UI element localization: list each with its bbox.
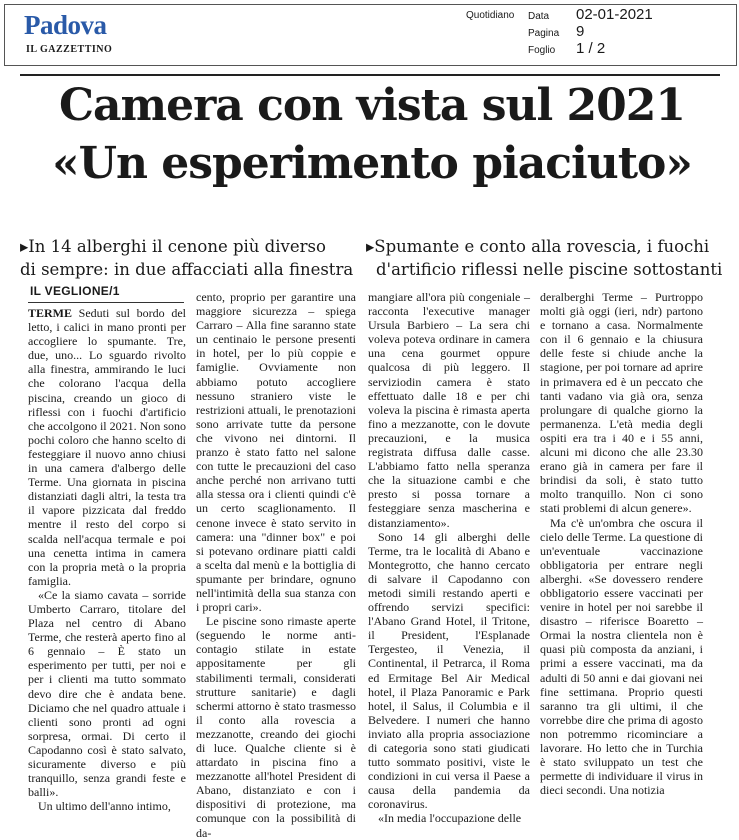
- meta-label-sheet: Foglio: [528, 45, 556, 56]
- subhead-right-1: ▸Spumante e conto alla rovescia, i fuochi: [366, 237, 710, 256]
- article-column-2: [196, 290, 356, 840]
- publication-subtitle: IL GAZZETTINO: [26, 44, 113, 55]
- kicker-rule: [28, 302, 184, 303]
- paragraph-1-text: Seduti sul bordo del letto, i calici in mano pronti per accogliere lo spumante. Tre, due, uno... Lo sguardo rivolto alla finestra, ammirando le luci che colorano l'acqua della piscina, creando un gioco di riflessi con i fuochi d'artificio che accolgono il 2021. Non sono pochi coloro che hanno scelto di festeggiare il nuovo anno chiusi in una camera d'albergo delle Terme. Una giornata in piscina distanziati dagli altri, la testa tra il vapore pizzicata dal freddo mentre il resto del corpo si scalda nell'acqua termale e poi una cenetta intima in camera con la propria metà o la propria famiglia.: [28, 306, 186, 588]
- paragraph-5: Le piscine sono rimaste aperte (seguendo le norme anti-contagio stilate in estate appositamente per gli stabilimenti termali, considerati strutture sanitarie) e dagli schermi attorno è stato trasmesso il conto alla rovescia a mezzanotte, creando dei giochi di luce. Qualche cliente si è attardato in piscina fino a mezzanotte all'hotel President di Abano, distanziato e con i dispositivi di protezione, ma comunque con la possibilità di da-: [196, 614, 356, 840]
- article-column-1: [28, 306, 186, 814]
- article-column-3: [368, 290, 530, 826]
- headline-line-2: «Un esperimento piaciuto»: [52, 138, 692, 189]
- section-kicker: IL VEGLIONE/1: [30, 284, 120, 298]
- headline-line-1: Camera con vista sul 2021: [59, 80, 685, 131]
- paragraph-8: «In media l'occupazione delle: [378, 811, 522, 826]
- paragraph-1: [28, 306, 186, 588]
- meta-label-date: Data: [528, 11, 550, 22]
- meta-value-page: 9: [576, 23, 585, 40]
- clipping-header: [0, 0, 739, 66]
- paragraph-2: «Ce la siamo cavata – sorride Umberto Carraro, titolare del Plaza nel centro di Abano Terme, che resterà aperto fino al 6 gennaio – È stato un esperimento per tutti, per noi e per i clienti ma tutto sommato devo dire che è andata bene. Diciamo che nel quadro attuale i clienti sono pronti ad ogni sorpresa, ormai. Di certo il Capodanno così è stato salvato, sicuramente diverso e più tranquillo, senza grandi feste e balli».: [28, 587, 186, 800]
- paragraph-3: Un ultimo dell'anno intimo,: [38, 799, 171, 814]
- subhead-left-2: di sempre: in due affacciati alla finestra: [20, 260, 354, 279]
- publication-name: Padova: [24, 10, 107, 40]
- meta-value-sheet: 1 / 2: [576, 40, 606, 57]
- paragraph-4: cento, proprio per garantire una maggiore sicurezza – spiega Carraro – Alla fine saranno state un centinaio le persone presenti in hotel, per lo più coppie e famiglie. Ovviamente non abbiamo potuto accogliere nessuno straniero viste le restrizioni attuali, le prenotazioni sono arrivate tutte da persone che vivono nei dintorni. Il pranzo è stato fatto nel salone con tutte le precauzioni del caso anche perché non arrivano tutti alla stessa ora i clienti quindi c'è un certo scaglionamento. Il cenone invece è stato servito in camera: una "dinner box" e poi si potevano ordinare piatti caldi a scelta dal menù e la bottiglia di spumante per brindare, ognuno nell'intimità della sua stanza con i propri cari».: [196, 290, 356, 615]
- paragraph-10: Ma c'è un'ombra che oscura il cielo delle Terme. La questione di un'eventuale vaccinazione obbligatoria per entrare negli alberghi. «Se dovessero rendere obbligatorio essere vaccinati per venire in hotel per noi sarebbe il disastro – riferisce Boaretto – Ormai la nostra clientela non è quasi più composta da anziani, i primi a essere vaccinati, ma da adulti di 50 anni e dai giovani nei fine settimana. Proprio questi saranno tra gli ultimi, il che vorrebbe dire che prima di agosto non potremmo ricominciare a lavorare. Ho letto che in Turchia è stato sviluppato un test che permette di individuare il virus in dieci secondi. Una notizia: [540, 515, 703, 798]
- paragraph-6: mangiare all'ora più congeniale – racconta l'executive manager Ursula Barbiero – La sera chi voleva poteva ordinare in camera una cena gourmet oppure qualcosa di più leggero. Il serviziodin camera è stato effettuato dalle 18 e per chi voleva la piscina è rimasta aperta fino a mezzanotte, con le dovute precauzioni, e la musica registrata diffusa dalle casse. L'abbiamo fatto nella speranza che la situazione cambi e che presto si possa tornare a festeggiare senza mascherina e distanziamento».: [368, 290, 530, 530]
- subhead-right-2: d'artificio riflessi nelle piscine sottostanti: [376, 260, 723, 279]
- article-column-4: [540, 290, 703, 798]
- subhead-left-1: ▸In 14 alberghi il cenone più diverso: [20, 237, 326, 256]
- paragraph-9: deralberghi Terme – Purtroppo molti già oggi (ieri, ndr) partono e tornano a casa. Normalmente con il 6 gennaio e la chiusura delle feste si chiude anche la stagione, per poi tornare ad aprire in primavera ed è un peccato che tanti vadano via già ora, senza prolungare di qualche giorno la permanenza. L'età media degli ospiti era tra i 40 e i 55 anni, alcuni mi dicono che alle 23.30 erano già in camera per fare il brindisi da soli, è stato tutto molto tranquillo. Non ci sono stati problemi di alcun genere».: [540, 290, 703, 516]
- paragraph-7: Sono 14 gli alberghi delle Terme, tra le località di Abano e Montegrotto, che hanno cercato di salvare il Capodanno con metodi simili restando aperti e offrendo servizi specifici: l'Abano Grand Hotel, il Tritone, il President, l'Esplanade Tergesteo, il Venezia, il Continental, il Petrarca, il Roma ed Ermitage Bel Air Medical hotel, il Plaza Panoramic e Park hotel, il Salus, il Columbia e il Belvedere. I numeri che hanno inviato alla propria associazione di categoria sono stati giudicati tutto sommato positivi, viste le condizioni in cui versa il Paese a causa della pandemia da coronavirus.: [368, 529, 530, 812]
- meta-label-page: Pagina: [528, 28, 560, 39]
- dateline: TERME: [28, 306, 73, 320]
- publication-type: Quotidiano: [466, 10, 515, 21]
- header-rule: [20, 74, 720, 76]
- meta-value-date: 02-01-2021: [576, 6, 653, 23]
